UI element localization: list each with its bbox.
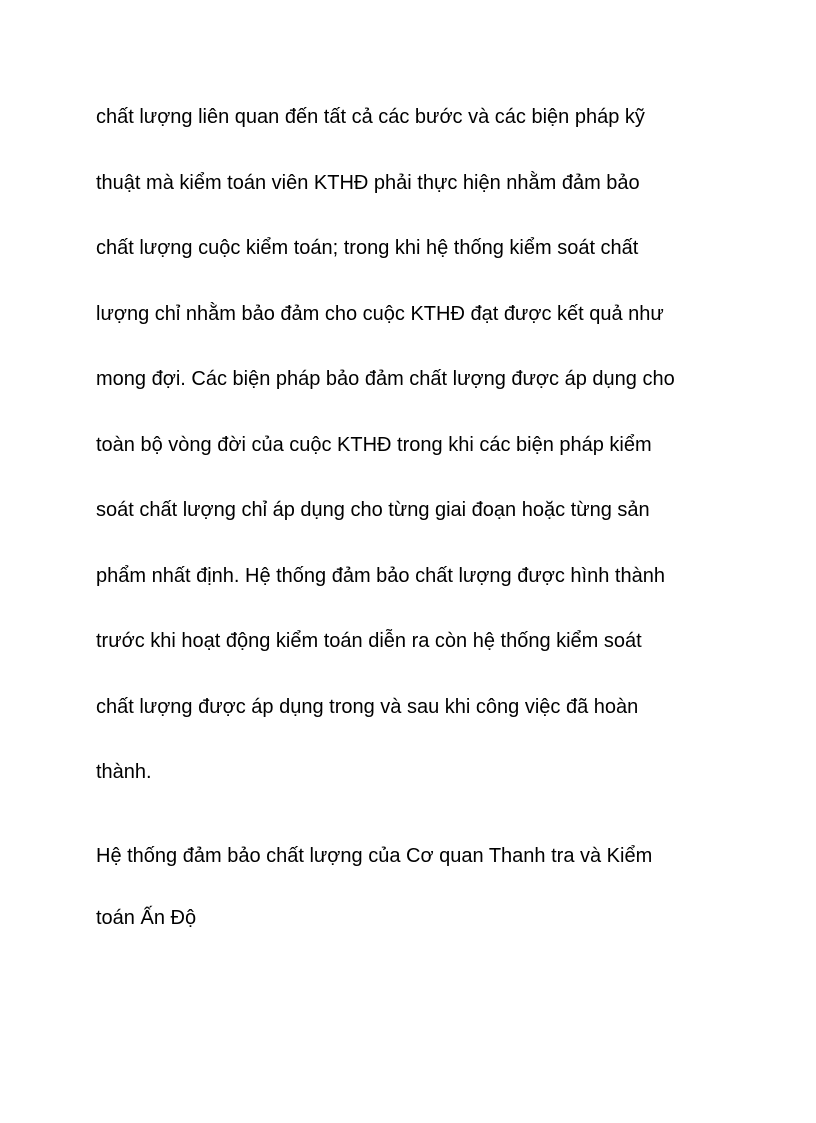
paragraph-line: thuật mà kiểm toán viên KTHĐ phải thực hiện nhằm đảm bảo: [96, 171, 640, 194]
paragraph-line: chất lượng cuộc kiểm toán; trong khi hệ thống kiểm soát chất: [96, 237, 639, 259]
paragraph-line: mong đợi. Các biện pháp bảo đảm chất lượng được áp dụng cho: [96, 368, 675, 390]
paragraph-line: chất lượng liên quan đến tất cả các bước và các biện pháp kỹ: [96, 106, 645, 128]
paragraph-line: toàn bộ vòng đời của cuộc KTHĐ trong khi các biện pháp kiểm: [96, 433, 652, 456]
heading-line: toán Ấn Độ: [96, 907, 197, 929]
paragraph-line: trước khi hoạt động kiểm toán diễn ra còn hệ thống kiểm soát: [96, 630, 642, 652]
paragraph-line: chất lượng được áp dụng trong và sau khi công việc đã hoàn: [96, 695, 639, 718]
paragraph-line: soát chất lượng chỉ áp dụng cho từng giai đoạn hoặc từng sản: [96, 499, 650, 521]
paragraph-line: phẩm nhất định. Hệ thống đảm bảo chất lượng được hình thành: [96, 564, 665, 587]
heading-line: Hệ thống đảm bảo chất lượng của Cơ quan Thanh tra và Kiểm: [96, 845, 653, 867]
section-heading: [96, 846, 756, 970]
body-paragraph: [96, 107, 756, 828]
paragraph-line: thành.: [96, 761, 152, 783]
paragraph-line: lượng chỉ nhằm bảo đảm cho cuộc KTHĐ đạt được kết quả như: [96, 302, 664, 325]
